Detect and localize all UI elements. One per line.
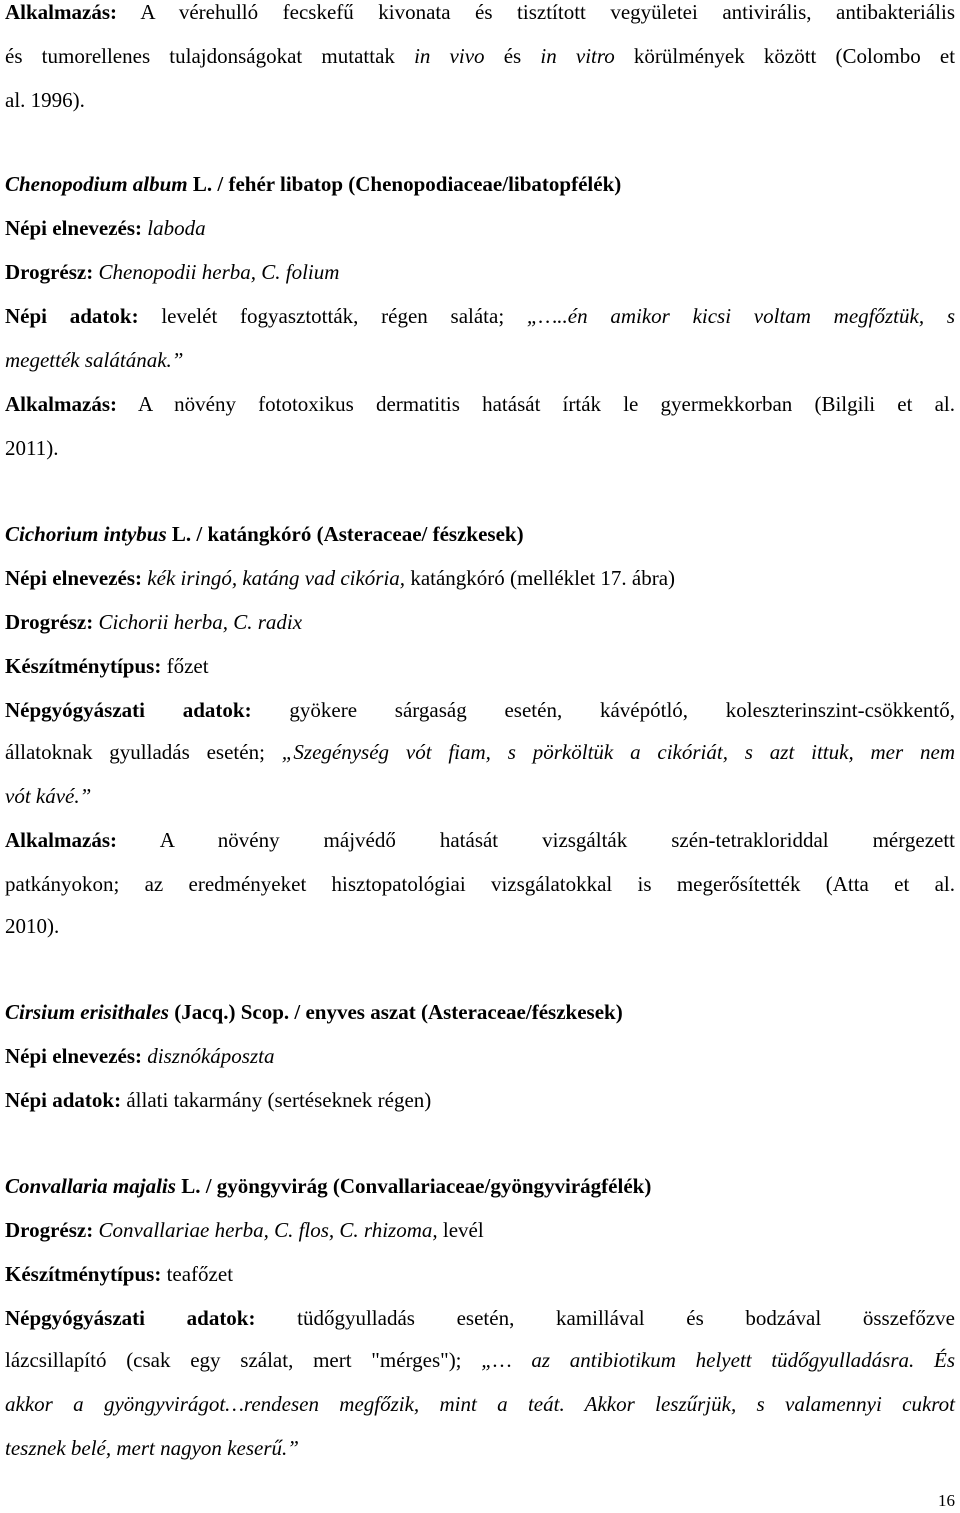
block1-line6 <box>5 436 58 460</box>
species-heading-cichorium <box>5 522 524 546</box>
italic-text-run: laboda <box>147 216 206 240</box>
bold-text-run: Drogrész: <box>5 610 94 634</box>
italic-text-run: in vivo <box>414 44 485 68</box>
text-run: állatoknak gyulladás esetén; <box>5 740 282 764</box>
bold-text-run: Népi elnevezés: <box>5 1044 143 1068</box>
block3-line2 <box>5 1088 431 1112</box>
bold-italic-text-run: Cirsium erisithales <box>5 1000 169 1024</box>
bold-text-run: Népgyógyászati adatok: <box>5 698 252 722</box>
text-run: 2011). <box>5 436 59 460</box>
bold-text-run: Drogrész: <box>5 1218 94 1242</box>
text-run: lázcsillapító (csak egy szálat, mert "mérges"); <box>5 1348 482 1372</box>
text-run: 2010). <box>5 914 60 938</box>
italic-text-run: „Szegénység vót fiam, s pörköltük a cikóriát, s azt ittuk, mer nem <box>281 740 955 764</box>
block4-line4 <box>5 1348 955 1372</box>
bold-text-run: Népi elnevezés: <box>5 216 143 240</box>
bold-text-run: Népgyógyászati adatok: <box>5 1306 256 1330</box>
block1-line1 <box>5 216 206 240</box>
block2-line5 <box>5 740 955 764</box>
italic-text-run: akkor a gyöngyvirágot…rendesen megfőzik, mint a teát. Akkor leszűrjük, s valamennyi cukrot <box>5 1392 955 1416</box>
text-run: levél <box>437 1218 484 1242</box>
italic-text-run: „… az antibiotikum helyett tüdőgyulladásra. És <box>481 1348 955 1372</box>
bold-italic-text-run: Chenopodium album <box>5 172 188 196</box>
text-run: katángkóró (melléklet 17. ábra) <box>405 566 676 590</box>
bold-text-run: L. / fehér libatop (Chenopodiaceae/libatopfélék) <box>187 172 622 196</box>
italic-text-run: Cichorii herba, C. radix <box>98 610 303 634</box>
text-run: A növény májvédő hatását vizsgálták szén-tetrakloriddal mérgezett <box>117 828 955 852</box>
italic-text-run: „…..én amikor kicsi voltam megfőztük, s <box>526 304 955 328</box>
bold-text-run: Alkalmazás: <box>5 828 117 852</box>
block4-line5 <box>5 1392 955 1416</box>
species-heading-chenopodium <box>5 172 621 196</box>
block1-line3 <box>5 304 955 328</box>
block2-line7 <box>5 828 955 852</box>
italic-text-run: disznókáposzta <box>147 1044 275 1068</box>
text-run: A növény fototoxikus dermatitis hatását írták le gyermekkorban (Bilgili et al. <box>117 392 955 416</box>
bold-text-run: Alkalmazás: <box>5 392 117 416</box>
species-heading-convallaria <box>5 1174 651 1198</box>
text-run: teafőzet <box>161 1262 234 1286</box>
text-run: és tumorellenes tulajdonságokat mutattak <box>5 44 415 68</box>
block2-line4 <box>5 698 955 722</box>
block2-line8 <box>5 872 955 896</box>
bold-text-run: Alkalmazás: <box>5 0 117 24</box>
bold-text-run: Népi elnevezés: <box>5 566 143 590</box>
block1-line5 <box>5 392 955 416</box>
text-run: gyökere sárgaság esetén, kávépótló, koleszterinszint-csökkentő, <box>251 698 955 722</box>
text-run: al. 1996). <box>5 88 85 112</box>
block1-line4 <box>5 348 183 372</box>
bold-text-run: (Jacq.) Scop. / enyves aszat (Asteraceae/fészkesek) <box>168 1000 623 1024</box>
bold-text-run: Készítménytípus: <box>5 1262 162 1286</box>
bold-text-run: Drogrész: <box>5 260 94 284</box>
italic-text-run: in vitro <box>540 44 615 68</box>
text-run: A vérehulló fecskefű kivonata és tisztított vegyületei antivirális, antibakteriális <box>117 0 955 24</box>
bold-text-run: L. / gyöngyvirág (Convallariaceae/gyöngyvirágfélék) <box>175 1174 652 1198</box>
block1-line2 <box>5 260 339 284</box>
text-run: tüdőgyulladás esetén, kamillával és bodzával összefőzve <box>255 1306 955 1330</box>
bold-italic-text-run: Convallaria majalis <box>5 1174 176 1198</box>
page-number: 16 <box>938 1491 955 1510</box>
bold-text-run: L. / katángkóró (Asteraceae/ fészkesek) <box>166 522 524 546</box>
italic-text-run: kék iringó, katáng vad cikória, <box>147 566 406 590</box>
block0-line1 <box>5 44 955 68</box>
text-run: állati takarmány (sertéseknek régen) <box>121 1088 432 1112</box>
block2-line6 <box>5 784 91 808</box>
species-heading-cirsium <box>5 1000 623 1024</box>
bold-italic-text-run: Cichorium intybus <box>5 522 167 546</box>
text-run: levelét fogyasztották, régen saláta; <box>138 304 527 328</box>
italic-text-run: Chenopodii herba, C. folium <box>98 260 340 284</box>
block0-line2 <box>5 88 85 112</box>
block0-line0 <box>5 0 955 24</box>
block2-line2 <box>5 610 302 634</box>
bold-text-run: Népi adatok: <box>5 304 139 328</box>
block2-line3 <box>5 654 209 678</box>
block4-line3 <box>5 1306 955 1330</box>
text-run: főzet <box>161 654 209 678</box>
text-run: és <box>484 44 541 68</box>
italic-text-run: Convallariae herba, C. flos, C. rhizoma, <box>98 1218 438 1242</box>
bold-text-run: Készítménytípus: <box>5 654 162 678</box>
italic-text-run: tesznek belé, mert nagyon keserű.” <box>5 1436 299 1460</box>
block4-line1 <box>5 1218 484 1242</box>
italic-text-run: megették salátának.” <box>5 348 184 372</box>
text-run: patkányokon; az eredményeket hisztopatológiai vizsgálatokkal is megerősítették (Atta et al. <box>5 872 955 896</box>
italic-text-run: vót kávé.” <box>5 784 92 808</box>
block3-line1 <box>5 1044 274 1068</box>
block4-line2 <box>5 1262 233 1286</box>
text-run: körülmények között (Colombo et <box>614 44 956 68</box>
block2-line1 <box>5 566 675 590</box>
block4-line6 <box>5 1436 299 1460</box>
bold-text-run: Népi adatok: <box>5 1088 122 1112</box>
block2-line9 <box>5 914 59 938</box>
